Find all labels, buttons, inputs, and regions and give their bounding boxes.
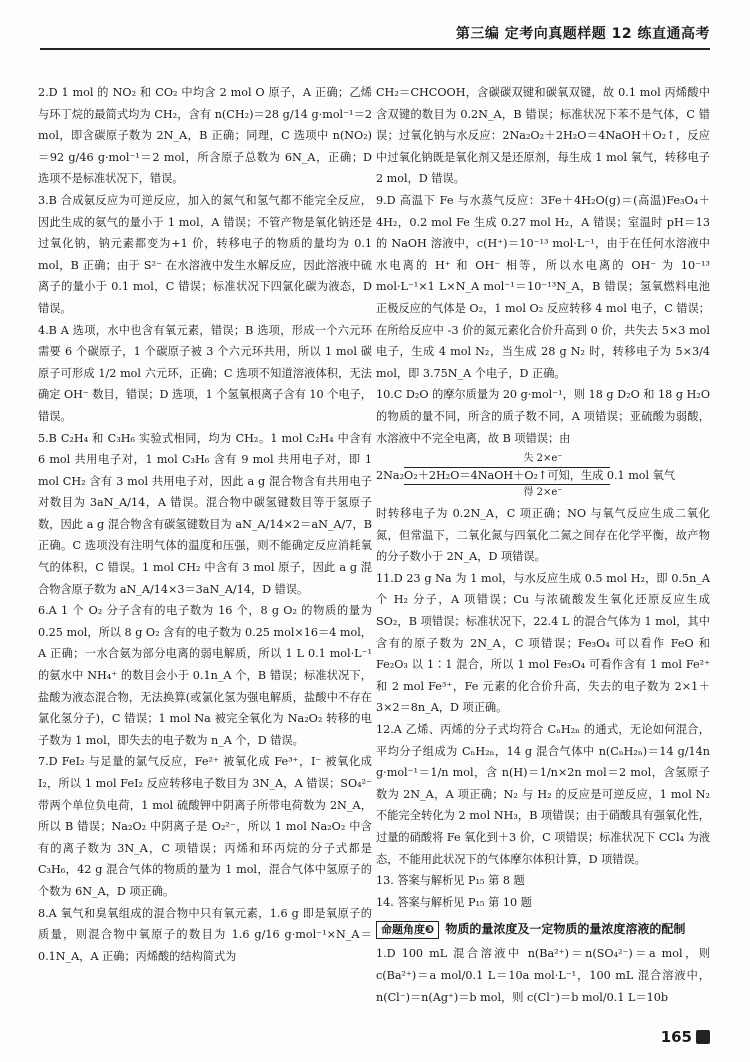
equation-main-line xyxy=(376,468,710,484)
page-number: 165 xyxy=(660,1028,692,1046)
answer-10-continued: 时转移电子为 0.2N_A，C 项正确；NO 与氧气反应生成二氧化氮，但常温下，二氧化氮与四氧化二氮之间存在化学平衡，故产物的分子数小于 2N_A，D 项错误。 xyxy=(376,507,710,564)
answer-9: 9.D 高温下 Fe 与水蒸气反应：3Fe＋4H₂O(g)＝(高温)Fe₃O₄＋4H₂，0.2 mol Fe 生成 0.27 mol H₂，A 错误；室温时 pH＝13 的 NaOH 溶液中，c(H⁺)＝10⁻¹³ mol·L⁻¹，由于在任何水溶液中水电离的 H⁺ 和 OH⁻ 相等，所以水电离的 OH⁻ 为 10⁻¹³ mol·L⁻¹×1 L×N_A mol⁻¹＝10⁻¹³N_A，B 错误；氢氧燃料电池正极反应的气体是 O₂，1 mol O₂ 反应转移 4 mol 电子，C 错误；在所给反应中 -3 价的氮元素化合价升高到 0 价，共失去 5×3 mol 电子，生成 4 mol N₂，当生成 28 g N₂ 时，转移电子为 5×3/4 mol，即 3.75N_A 个电子，D 正确。 xyxy=(376,193,710,380)
header-title: 第三编 定考向真题样题 12 练直通高考 xyxy=(455,26,710,42)
answer-8: 8.A 氧气和臭氧组成的混合物中只有氧元素，1.6 g 即是氧原子的质量，则混合物中氧原子的数目为 1.6 g/16 g·mol⁻¹×N_A＝0.1N_A，A 正确；丙烯酸的结构简式为 xyxy=(38,906,372,963)
answer-11: 11.D 23 g Na 为 1 mol，与水反应生成 0.5 mol H₂，即 0.5n_A 个 H₂ 分子，A 项错误；Cu 与浓硫酸发生氧化还原反应生成 SO₂，B 项错误；标准状况下，22.4 L 的混合气体为 1 mol，其中含有的原子数为 2N_A，C 项错误；Fe₃O₄ 可以看作 FeO 和 Fe₂O₃ 以 1∶1 混合，所以 1 mol Fe₃O₄ 可看作含有 1 mol Fe²⁺ 和 2 mol Fe³⁺，Fe 元素的化合价升高，失去的电子数为 2×1＋3×2＝8n_A，D 项正确。 xyxy=(376,571,710,715)
equation-top-label: 失 2×e⁻ xyxy=(523,453,563,465)
electron-transfer-equation xyxy=(376,451,710,501)
answer-7: 7.D FeI₂ 与足量的氯气反应，Fe²⁺ 被氧化成 Fe³⁺，I⁻ 被氧化成 I₂，所以 1 mol FeI₂ 反应转移电子数目为 3N_A，A 错误；SO₄²⁻ 带两个单位负电荷，1 mol 硫酸钾中阴离子所带电荷数为 2N_A，所以 B 错误；Na₂O₂ 中阴离子是 O₂²⁻，所以 1 mol Na₂O₂ 中含有的离子数为 3N_A，C 项错误；丙烯和环丙烷的分子式都是 C₃H₆，42 g 混合气体的物质的量为 1 mol，混合气体中氢原子的个数为 6N_A，D 项正确。 xyxy=(38,755,372,898)
answer-12: 12.A 乙烯、丙烯的分子式均符合 CₙH₂ₙ 的通式，无论如何混合，平均分子组成为 CₙH₂ₙ，14 g 混合气体中 n(CₙH₂ₙ)＝14 g/14n g·mol⁻¹＝1/n mol，含 n(H)＝1/n×2n mol＝2 mol，含氢原子数为 2N_A，A 项正确；N₂ 与 H₂ 的反应是可逆反应，1 mol N₂ 不能完全转化为 2 mol NH₃，B 项错误；由于硝酸具有强氧化性，过量的硝酸将 Fe 氧化到＋3 价，C 项错误；标准状况下 CCl₄ 为液态，不能用此状况下的气体摩尔体积计算，D 项错误。 xyxy=(376,723,710,866)
answer-6: 6.A 1 个 O₂ 分子含有的电子数为 16 个，8 g O₂ 的物质的量为 0.25 mol，所以 8 g O₂ 含有的电子数为 0.25 mol×16＝4 mol，A 正确；一水合氨为部分电离的弱电解质，所以 1 L 0.1 mol·L⁻¹ 的氨水中 NH₄⁺ 的数目会小于 0.1n_A 个，B 错误；标准状况下，盐酸为液态混合物，无法换算(或氯化氢为强电解质，盐酸中不存在氯化氢分子)，C 错误；1 mol Na 被完全氧化为 Na₂O₂ 转移的电子数为 1 mol，即失去的电子数为 n_A 个，D 错误。 xyxy=(38,604,372,747)
page-marker-icon xyxy=(696,1030,710,1044)
equation-suffix: 可知，生成 0.1 mol 氧气 xyxy=(547,469,676,483)
answer-10: 10.C D₂O 的摩尔质量为 20 g·mol⁻¹，则 18 g D₂O 和 18 g H₂O 的物质的量不同，所含的质子数不同，A 项错误；亚硫酸为弱酸，水溶液中不完全电离，故 B 项错误；由 xyxy=(376,388,710,445)
equation-main: 2Na₂O₂＋2H₂O＝4NaOH＋O₂↑ xyxy=(376,469,548,483)
answer-13: 13. 答案与解析见 P₁₅ 第 8 题 xyxy=(376,874,525,888)
answer-4: 4.B A 选项，水中也含有氧元素，错误；B 选项，形成一个六元环需要 6 个碳原子，1 个碳原子被 3 个六元环共用，所以 1 mol 碳原子可形成 1/2 mol 六元环，正确；C 选项不知道溶液体积，无法确定 OH⁻ 数目，错误；D 选项，1 个氢氧根离子含有 10 个电子，错误。 xyxy=(38,323,372,423)
right-column xyxy=(376,82,710,1008)
answer-8-continued: CH₂＝CHCOOH，含碳碳双键和碳氧双键，故 0.1 mol 丙烯酸中含双键的数目为 0.2N_A，B 错误；标准状况下苯不是气体，C 错误；过氧化钠与水反应：2Na₂O₂＋2H₂O＝4NaOH＋O₂↑，反应中过氧化钠既是氧化剂又是还原剂，每生成 1 mol 氧气，转移电子 2 mol，D 错误。 xyxy=(376,86,710,186)
section-tag: 命题角度❸ xyxy=(376,921,439,939)
page-header xyxy=(40,10,710,50)
left-column xyxy=(38,82,372,967)
equation-bottom-label: 得 2×e⁻ xyxy=(523,487,563,499)
answer-3: 3.B 合成氨反应为可逆反应，加入的氮气和氢气都不能完全反应，因此生成的氨气的量小于 1 mol，A 错误；不管产物是氧化钠还是过氧化钠，钠元素都变为+1 价，转移电子的物质的量均为 0.1 mol，B 正确；由于 S²⁻ 在水溶液中发生水解反应，因此溶液中硫离子的量小于 0.1 mol，C 错误；标准状况下四氯化碳为液态，D 错误。 xyxy=(38,193,372,315)
section-title: 物质的量浓度及一定物质的量浓度溶液的配制 xyxy=(445,922,686,937)
page-footer xyxy=(661,1024,710,1050)
section3-answer-1: 1.D 100 mL 混合溶液中 n(Ba²⁺)＝n(SO₄²⁻)＝a mol，则 c(Ba²⁺)＝a mol/0.1 L＝10a mol·L⁻¹，100 mL 混合溶液中，n(Cl⁻)＝n(Ag⁺)＝b mol，则 c(Cl⁻)＝b mol/0.1 L＝10b xyxy=(376,947,710,1004)
answer-14: 14. 答案与解析见 P₁₅ 第 10 题 xyxy=(376,895,532,909)
section-heading xyxy=(376,919,710,939)
answer-2: 2.D 1 mol 的 NO₂ 和 CO₂ 中均含 2 mol O 原子，A 正确；乙烯与环丁烷的最简式均为 CH₂，含有 n(CH₂)＝28 g/14 g·mol⁻¹＝2 mol，即含碳原子数为 2N_A，B 正确；同理，C 选项中 n(NO₂)＝92 g/46 g·mol⁻¹＝2 mol，所含原子总数为 6N_A，正确；D 选项不是标准状况下，错误。 xyxy=(38,86,372,186)
answer-5: 5.B C₂H₄ 和 C₃H₆ 实验式相同，均为 CH₂。1 mol C₂H₄ 中含有 6 mol 共用电子对，1 mol C₃H₆ 含有 9 mol 共用电子对，即 1 mol CH₂ 含有 3 mol 共用电子对，因此 a g 混合物含有共用电子对数目为 3aN_A/14，A 错误。混合物中碳氢键数目等于氢原子数，因此 a g 混合物含有碳氢键数目为 aN_A/14×2＝aN_A/7，B 正确。C 选项没有注明气体的温度和压强，则不能确定反应消耗氧气的体积，C 错误。1 mol CH₂ 中含有 3 mol 原子，因此 a g 混合物含原子数为 aN_A/14×3＝3aN_A/14，D 错误。 xyxy=(38,431,372,596)
